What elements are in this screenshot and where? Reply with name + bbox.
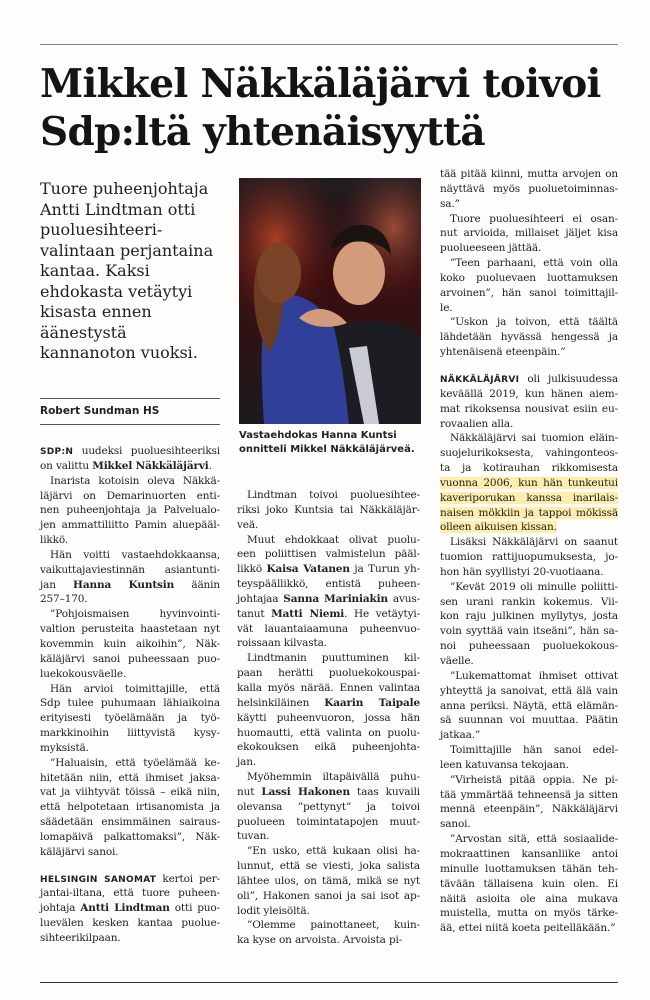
text-line [440, 892, 618, 907]
person-name: Kaarin Taipale [324, 696, 420, 709]
text-line [237, 518, 420, 533]
text-run: yhtenäisenä eteenpäin.” [440, 346, 566, 359]
text-run: ja Turun yh- [349, 563, 420, 576]
lede-line: Tuore puheenjohtaja [40, 179, 209, 198]
text-line [440, 788, 618, 803]
section-lead-caps: NÄKKÄLÄJÄRVI [440, 374, 520, 385]
text-line [40, 815, 220, 830]
text-run: 257–170. [40, 593, 88, 606]
text-line [40, 548, 220, 563]
caption-line: onnitteli Mikkel Näkkäläjärveä. [239, 444, 415, 455]
text-line [237, 785, 420, 800]
byline: Robert Sundman HS [40, 405, 160, 417]
text-line [40, 622, 220, 637]
text-run: keväällä 2019, kun hänen aiem- [440, 387, 618, 400]
text-line [237, 904, 420, 919]
text-line [237, 547, 420, 562]
text-run: väelle. [440, 655, 474, 667]
section-gap [40, 860, 220, 872]
text-run: kalla myös närää. Ennen valintaa [237, 681, 420, 694]
text-run: Lindtmanin puuttuminen kil- [247, 652, 420, 665]
text-run: että helpotetaan irtisanomista ja [40, 801, 220, 814]
text-run: tanut [237, 607, 272, 620]
text-run: tää ymmärtää tehneensä ja sitten [440, 788, 618, 801]
text-line [440, 699, 618, 714]
text-line [440, 241, 618, 256]
lede [40, 179, 235, 364]
text-line [440, 330, 618, 345]
text-run: kertoi per- [156, 872, 221, 885]
text-run: markkinoihin liittyvistä kysy- [40, 727, 220, 740]
text-run: le. [440, 301, 453, 314]
text-line [440, 431, 618, 446]
text-run: sanoi. [440, 818, 471, 831]
article-photo [239, 178, 421, 424]
lede-line: valintaan perjantaina [40, 240, 214, 260]
highlighted-text: vuonna 2006, kun hän tunkeutui [440, 476, 618, 489]
text-run: ka kyse on arvoista. Arvoista pi- [237, 934, 403, 947]
text-line [440, 743, 618, 758]
text-line [440, 520, 618, 535]
text-run: een poliittisen valmistelun pääl- [237, 548, 420, 561]
text-line [40, 756, 220, 771]
text-run: kon raju julkinen myllytys, josta [440, 610, 618, 623]
person-name: Sanna Mariniakin [283, 592, 388, 605]
text-line [440, 580, 618, 595]
text-line [237, 488, 420, 503]
byline-rule-bottom [40, 424, 220, 425]
text-line [440, 226, 618, 241]
text-run: sihteerikilpaan. [40, 932, 121, 944]
text-run: mokraattinen kansanliike antoi [440, 847, 618, 860]
text-line [237, 918, 420, 933]
text-line [440, 550, 618, 565]
text-line [440, 461, 618, 476]
section-gap [440, 360, 618, 372]
person-name: Kaisa Vatanen [266, 563, 350, 576]
text-line [440, 372, 618, 387]
highlighted-text: olleen aikuisen kissan. [440, 521, 557, 534]
text-run: riksi joko Kuntsia tai Näkkäläjär- [237, 503, 420, 516]
text-run: puolueeseen jättää. [440, 242, 542, 255]
text-line [237, 933, 420, 948]
text-line [237, 726, 420, 741]
text-run: avus- [387, 592, 420, 605]
text-line [40, 578, 220, 593]
text-run: Myöhemmin iltapäivällä puhu- [247, 771, 420, 784]
person-name: Matti Niemi [271, 607, 345, 620]
text-run: nen puheenjohtaja ja Palvelualo- [40, 504, 220, 517]
text-run: Lisäksi Näkkäläjärvi on saanut [450, 536, 618, 549]
text-line [440, 256, 618, 271]
text-run: näyttävä myös puoluetoiminnas- [440, 182, 618, 195]
bottom-rule [40, 982, 618, 983]
text-line [440, 212, 618, 227]
text-line [440, 609, 618, 624]
text-line [40, 563, 220, 578]
text-line [237, 800, 420, 815]
text-run: ekokouksen eikä puheenjohta- [237, 741, 420, 754]
text-line [440, 713, 618, 728]
text-line [237, 503, 420, 518]
text-run: säädetään ensimmäinen sairaus- [40, 816, 220, 829]
text-line [40, 726, 220, 741]
text-run: hon hän syyllistyi 20-vuotiaana. [440, 565, 604, 578]
text-run: sen urani rankin kokemus. Vii- [440, 595, 618, 608]
text-line [40, 741, 220, 756]
text-run: johtaja [40, 902, 81, 915]
text-line [440, 802, 618, 817]
text-run: jan. [237, 756, 257, 769]
text-line [40, 459, 220, 474]
text-line [40, 444, 220, 459]
text-run: teyspäällikkö, entistä puheen- [237, 578, 420, 591]
text-run: vaikuttajaviestinnän asiantunti- [40, 563, 220, 576]
text-run: . He vetäytyi- [344, 607, 420, 620]
text-run: ”Teen parhaani, että voin olla [450, 257, 618, 270]
text-line [40, 607, 220, 622]
text-line [440, 491, 618, 506]
byline-rule-top [40, 398, 220, 399]
text-line [440, 624, 618, 639]
text-run: oli julkisuudessa [519, 372, 618, 385]
text-run: ”Olemme painottaneet, kuin- [247, 919, 420, 932]
text-run: mennä eteenpäin”, Näkkäläjärvi [440, 803, 618, 816]
text-run: valtion perusteita haastetaan nyt [40, 623, 220, 636]
text-run: puolueen toimintatapojen muut- [237, 815, 420, 828]
text-run: luevälen kesken kantaa puolue- [40, 917, 220, 930]
text-line [440, 345, 618, 360]
text-run: näitä asioita ole aina mukava [440, 892, 618, 905]
text-line [440, 476, 618, 491]
text-line [40, 711, 220, 726]
text-run: ää, ettei niitä koeta peitelläkään.” [440, 922, 616, 935]
text-run: lomapäivä palkattomaksi”, Näk- [40, 830, 220, 843]
text-run: ta ja kotirauhan rikkomisesta [440, 462, 618, 475]
text-run: nut arvioida, millaiset jäljet kisa [440, 227, 618, 240]
text-run: anna periksi. Näytä, että elämän- [440, 699, 618, 712]
text-line [40, 916, 220, 931]
text-column-2 [237, 488, 420, 948]
section-lead-caps: HELSINGIN SANOMAT [40, 874, 157, 885]
text-run: jen ammattiliitto Pamin aluepääl- [40, 519, 220, 532]
top-rule [40, 44, 618, 45]
text-line [40, 489, 220, 504]
text-line [40, 652, 220, 667]
text-line [440, 862, 618, 877]
text-run: ”Haluaisin, että työelämää ke- [50, 756, 220, 769]
text-run: ”Kevät 2019 oli minulle poliitti- [450, 580, 618, 593]
text-line [440, 286, 618, 301]
lede-line: ehdokasta vetäytyi [40, 281, 193, 301]
text-run: Muut ehdokkaat olivat puolu- [247, 533, 420, 546]
text-line [440, 446, 618, 461]
text-run: muistella, mutta on myös tärke- [440, 907, 618, 920]
highlighted-text: naisen mökkiin ja tappoi mökissä [440, 506, 618, 519]
text-run: Lindtman toivoi puoluesihtee- [247, 489, 420, 501]
text-run: kovemmin kuin aikoihin”, Näk- [40, 637, 220, 650]
text-run: Inarista kotoisin oleva Näkkä- [50, 474, 220, 487]
text-run: on valittu [40, 459, 93, 472]
headline-line-2: Sdp:ltä yhtenäisyyttä [40, 109, 485, 155]
text-line [237, 533, 420, 548]
text-line [440, 773, 618, 788]
text-run: ”Uskon ja toivon, että täältä [450, 316, 618, 329]
text-run: ”Virheistä pitää oppia. Ne pi- [450, 773, 618, 786]
text-run: tää pitää kiinni, mutta arvojen on [440, 168, 618, 180]
text-run: oli”, Hakonen sanoi ja sai isot ap- [237, 889, 420, 902]
text-line [440, 271, 618, 286]
text-line [440, 402, 618, 417]
text-line [237, 815, 420, 830]
text-line [440, 315, 618, 330]
text-run: likkö. [40, 534, 69, 547]
text-line [40, 872, 220, 887]
text-line [40, 518, 220, 533]
text-run: myksistä. [40, 741, 89, 754]
text-line [40, 800, 220, 815]
text-line [440, 921, 618, 936]
text-run: leen katuvansa tekojaan. [440, 758, 569, 771]
lede-line: äänestystä [40, 322, 127, 342]
text-run: likkö [237, 563, 267, 576]
text-run: suojelurikoksesta, vahingonteos- [440, 447, 618, 460]
headline [40, 60, 630, 156]
text-run: jantai-iltana, että tuore puheen- [40, 887, 220, 900]
text-run: ”Lukemattomat ihmiset ottivat [450, 669, 618, 682]
text-line [440, 182, 618, 197]
text-line [440, 669, 618, 684]
text-run: hitetään niin, että ihmiset jaksa- [40, 771, 220, 784]
text-line [440, 595, 618, 610]
text-run: lähtee ulos, on tämä, mikä se nyt [237, 874, 420, 887]
text-run: Näkkäläjärvi sai tuomion eläin- [450, 432, 618, 445]
text-line [40, 592, 220, 607]
text-line [40, 667, 220, 682]
text-line [40, 830, 220, 845]
text-run: erityisesti työelämään ja työ- [40, 712, 220, 725]
text-run: mat rikoksensa nousivat esiin eu- [440, 402, 618, 415]
headline-line-1: Mikkel Näkkäläjärvi toivoi [40, 61, 601, 107]
text-run: läjärvi on Demarinuorten enti- [40, 489, 220, 502]
text-line [40, 503, 220, 518]
text-run: rovaalien alla. [440, 417, 514, 430]
text-run: sa.” [440, 197, 460, 210]
text-run: käläjärvi sanoi. [40, 845, 119, 858]
text-line [237, 651, 420, 666]
text-line [40, 931, 220, 946]
text-run: lähdetään hyvässä hengessä ja [440, 331, 618, 344]
text-column-1 [40, 444, 220, 946]
text-line [237, 859, 420, 874]
person-name: Lassi Hakonen [261, 785, 350, 798]
text-line [40, 533, 220, 548]
text-run: tävään tällaisena kuin olen. Ei [440, 877, 618, 890]
text-run: minulle luottamuksen tähän teh- [440, 862, 618, 875]
text-run: tuomion rattijuopumuksesta, jo- [440, 551, 618, 564]
lede-line: Antti Lindtman otti [40, 199, 196, 219]
text-line [440, 654, 618, 669]
text-line [440, 535, 618, 550]
text-line [440, 832, 618, 847]
text-line [237, 562, 420, 577]
text-run: arvoinen”, hän sanoi toimittajil- [440, 286, 618, 299]
text-line [440, 301, 618, 316]
text-line [440, 906, 618, 921]
text-run: taas kuvaili [349, 785, 421, 798]
text-line [440, 565, 618, 580]
text-line [237, 622, 420, 637]
text-line [40, 682, 220, 697]
text-line [237, 829, 420, 844]
text-run: käytti puheenvuoron, jossa hän [237, 711, 420, 724]
text-run: otti puo- [169, 902, 220, 915]
text-run: lunnut, että se viesti, joka salista [237, 860, 420, 873]
text-run: äänin [174, 578, 220, 591]
person-name: Hanna Kuntsin [73, 578, 175, 591]
text-line [40, 771, 220, 786]
text-run: huomautti, että valinta on puolu- [237, 726, 420, 739]
text-line [40, 886, 220, 901]
text-line [440, 847, 618, 862]
text-run: nut [237, 785, 262, 798]
text-run: käläjärvi sanoi puheessaan puo- [40, 652, 220, 665]
text-line [40, 637, 220, 652]
text-run: luekokousväelle. [40, 667, 127, 680]
text-run: Tuore puoluesihteeri ei osan- [450, 212, 618, 225]
text-line [237, 844, 420, 859]
text-line [440, 639, 618, 654]
text-run: ”Pohjoismaisen hyvinvointi- [50, 608, 220, 621]
text-line [237, 755, 420, 770]
lede-line: kantaa. Kaksi [40, 261, 150, 280]
text-line [40, 901, 220, 916]
text-line [237, 889, 420, 904]
text-run: . [208, 459, 212, 472]
text-line [237, 666, 420, 681]
text-run: vat ja viihtyvät töissä – eikä niin, [40, 786, 220, 799]
text-run: veä. [237, 518, 259, 531]
text-run: koko puoluevaen luottamuksen [440, 271, 618, 284]
lede-line: kisasta ennen [40, 302, 152, 321]
text-run: ”En usko, että kukaan olisi ha- [247, 845, 420, 858]
text-run: vät lauantaiaamuna puheenvuo- [237, 622, 420, 635]
text-run: ”Arvostan sitä, että sosiaalide- [450, 833, 618, 846]
text-run: roissaan kilvasta. [237, 637, 327, 650]
text-line [440, 877, 618, 892]
text-run: olevansa ”pettynyt” ja toivoi [237, 800, 420, 813]
text-line [237, 607, 420, 622]
text-run: jatkaa.” [440, 729, 481, 742]
text-line [237, 740, 420, 755]
text-run: johtajaa [237, 592, 284, 605]
person-name: Antti Lindtman [80, 902, 170, 915]
text-line [40, 696, 220, 711]
text-run: Toimittajille hän sanoi edel- [450, 744, 618, 757]
text-run: paan herätti puoluekokouspai- [237, 667, 420, 680]
text-run: yhteyttä ja sanoivat, että älä vain [440, 684, 618, 697]
text-run: sä suunnan voi muuttaa. Päätin [440, 714, 618, 727]
text-run: noi puheessaan puoluekokous- [440, 640, 618, 653]
text-run: tuvan. [237, 830, 270, 843]
person-name: Mikkel Näkkäläjärvi [92, 459, 209, 472]
lede-line: puoluesihteeri- [40, 220, 163, 239]
text-line [237, 696, 420, 711]
text-line [237, 770, 420, 785]
section-lead-caps: SDP:N [40, 447, 74, 457]
text-line [237, 636, 420, 651]
text-run: Sdp tulee puhumaan lähiaikoina [40, 697, 220, 710]
highlighted-text: kaveriporukan kanssa inarilais- [440, 491, 618, 504]
text-line [440, 387, 618, 402]
text-line [237, 874, 420, 889]
text-line [40, 474, 220, 489]
text-line [440, 684, 618, 699]
text-line [40, 845, 220, 860]
text-run: voin syyttää vain itseäni”, hän sa- [440, 625, 618, 638]
text-column-3 [440, 167, 618, 936]
text-run: Hän voitti vastaehdokkaansa, [50, 548, 220, 561]
text-line [237, 592, 420, 607]
lede-line: kannanoton vuoksi. [40, 343, 198, 362]
text-line [440, 506, 618, 521]
caption-line: Vastaehdokas Hanna Kuntsi [239, 430, 397, 441]
text-run: uudeksi puoluesihteeriksi [73, 445, 220, 457]
text-run: helsinkiläinen [237, 696, 325, 709]
text-line [440, 167, 618, 182]
text-run: Hän arvioi toimittajille, että [50, 682, 220, 695]
text-line [440, 817, 618, 832]
text-line [440, 417, 618, 432]
photo-caption [239, 429, 424, 457]
text-line [237, 711, 420, 726]
text-run: lodit yleisöltä. [237, 904, 310, 917]
text-line [237, 577, 420, 592]
text-line [440, 197, 618, 212]
text-line [440, 728, 618, 743]
text-line [440, 758, 618, 773]
text-line [237, 681, 420, 696]
text-line [40, 785, 220, 800]
text-run: jan [40, 578, 74, 591]
